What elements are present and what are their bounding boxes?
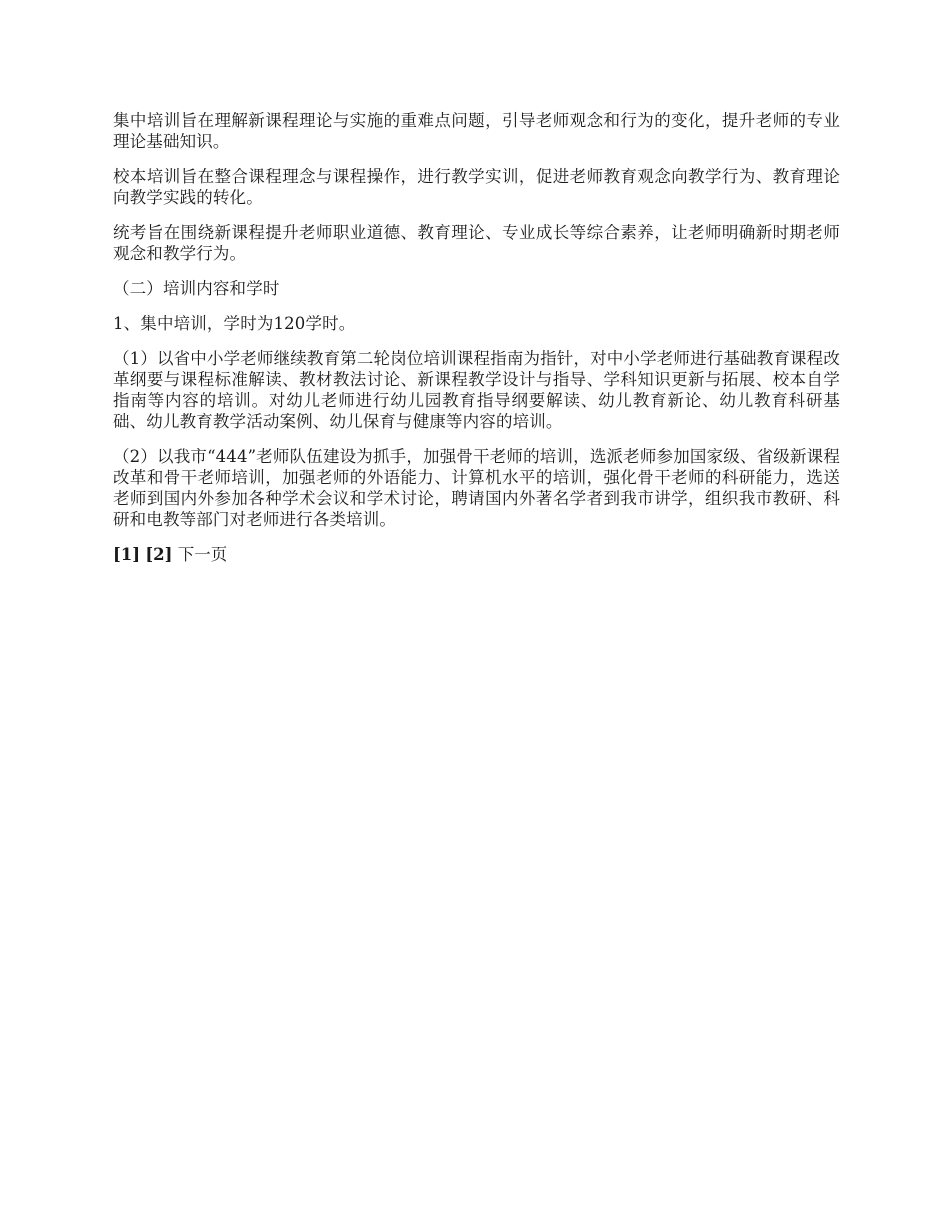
section-heading-content-and-hours: （二）培训内容和学时 bbox=[113, 279, 280, 298]
paragraph-exam-goal: 统考旨在围绕新课程提升老师职业道德、教育理论、专业成长等综合素养，让老师明确新时期老师观念和教学行为。 bbox=[113, 223, 840, 263]
paragraph-item-1: （1）以省中小学老师继续教育第二轮岗位培训课程指南为指针，对中小学老师进行基础教育课程改革纲要与课程标准解读、教材教法讨论、新课程教学设计与指导、学科知识更新与拓展、校本自学指南等内容的培训。对幼儿老师进行幼儿园教育指导纲要解读、幼儿教育新论、幼儿教育科研基础、幼儿教育教学活动案例、幼儿保育与健康等内容的培训。 bbox=[113, 349, 840, 431]
page-link-2[interactable]: [2] bbox=[145, 545, 173, 564]
paragraph-school-based-training-goal: 校本培训旨在整合课程理念与课程操作，进行教学实训，促进老师教育观念向教学行为、教育理论向教学实践的转化。 bbox=[113, 167, 840, 207]
paragraph-centralized-training-goal: 集中培训旨在理解新课程理论与实施的重难点问题，引导老师观念和行为的变化，提升老师的专业理论基础知识。 bbox=[113, 111, 840, 151]
document-body bbox=[113, 110, 840, 565]
paragraph-centralized-training-hours: 1、集中培训，学时为120学时。 bbox=[113, 314, 356, 333]
paragraph-item-2: （2）以我市“444”老师队伍建设为抓手，加强骨干老师的培训，选派老师参加国家级、省级新课程改革和骨干老师培训，加强老师的外语能力、计算机水平的培训，强化骨干老师的科研能力，选送老师到国内外参加各种学术会议和学术讨论，聘请国内外著名学者到我市讲学，组织我市教研、科研和电教等部门对老师进行各类培训。 bbox=[113, 447, 840, 529]
page-link-1[interactable]: [1] bbox=[113, 545, 141, 564]
pagination bbox=[113, 544, 840, 565]
next-page-link[interactable]: 下一页 bbox=[177, 545, 228, 564]
